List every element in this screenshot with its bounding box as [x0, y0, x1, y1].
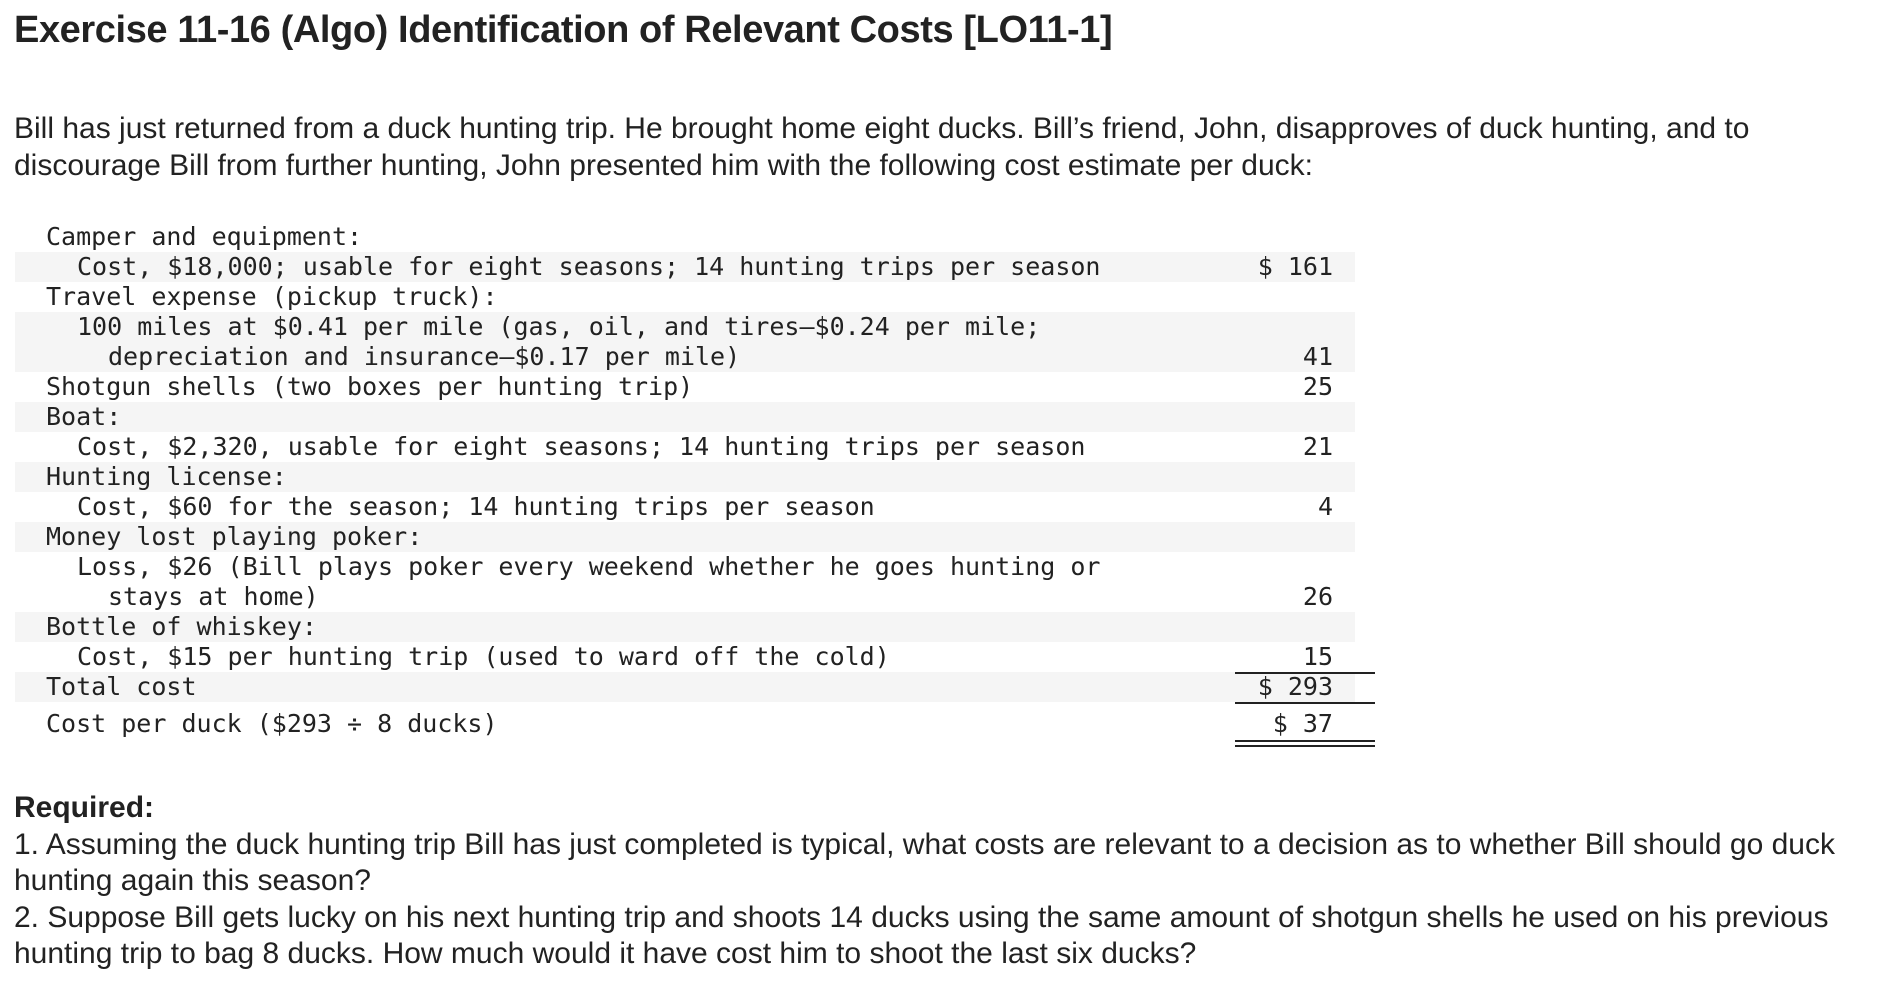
table-row-boat-detail: [15, 432, 1355, 462]
poker-amount: 26: [1302, 582, 1333, 611]
travel-detail-line-2: depreciation and insurance–$0.17 per mile): [108, 342, 741, 371]
table-row-travel-detail: [15, 312, 1355, 372]
shells-label: Shotgun shells (two boxes per hunting trip): [46, 372, 694, 401]
table-row-per-duck: [15, 702, 1355, 742]
table-row-boat-header: [15, 402, 1355, 432]
whiskey-detail-label: Cost, $15 per hunting trip (used to ward off the cold): [77, 642, 890, 671]
table-row-poker-header: [15, 522, 1355, 552]
camper-detail-label: Cost, $18,000; usable for eight seasons; 14 hunting trips per season: [77, 252, 1101, 281]
poker-detail-line-2: stays at home): [108, 582, 319, 611]
table-row-camper-header: [15, 222, 1355, 252]
travel-header-label: Travel expense (pickup truck):: [46, 282, 498, 311]
license-header-label: Hunting license:: [46, 462, 287, 491]
poker-detail-line-1: Loss, $26 (Bill plays poker every weekend whether he goes hunting or: [77, 552, 1101, 581]
poker-header-label: Money lost playing poker:: [46, 522, 423, 551]
per-duck-top-rule: [1235, 702, 1375, 704]
cost-estimate-table: [15, 222, 1355, 742]
license-amount: 4: [1317, 492, 1333, 521]
table-row-whiskey-header: [15, 612, 1355, 642]
boat-amount: 21: [1302, 432, 1333, 461]
travel-detail-line-1: 100 miles at $0.41 per mile (gas, oil, and tires–$0.24 per mile;: [77, 312, 1041, 341]
boat-detail-label: Cost, $2,320, usable for eight seasons; 14 hunting trips per season: [77, 432, 1086, 461]
boat-header-label: Boat:: [46, 402, 122, 431]
table-row-camper-detail: [15, 252, 1355, 282]
table-row-travel-header: [15, 282, 1355, 312]
question-1: 1. Assuming the duck hunting trip Bill has just completed is typical, what costs are relevant to a decision as to whether Bill should go duck hunting again this season?: [14, 827, 1835, 897]
per-duck-amount: $ 37: [1272, 709, 1333, 738]
page-title: Exercise 11-16 (Algo) Identification of Relevant Costs [LO11-1]: [14, 9, 1113, 51]
table-row-total: [15, 672, 1355, 702]
travel-amount: 41: [1302, 342, 1333, 371]
table-row-whiskey-detail: [15, 642, 1355, 672]
shells-amount: 25: [1302, 372, 1333, 401]
per-duck-double-rule-2: [1235, 745, 1375, 747]
total-label: Total cost: [46, 672, 197, 701]
per-duck-label: Cost per duck ($293 ÷ 8 ducks): [46, 709, 498, 738]
table-row-license-detail: [15, 492, 1355, 522]
camper-amount: $ 161: [1257, 252, 1333, 281]
table-row-shells: [15, 372, 1355, 402]
required-section: [14, 790, 1884, 973]
whiskey-header-label: Bottle of whiskey:: [46, 612, 317, 641]
table-row-poker-detail: [15, 552, 1355, 612]
per-duck-double-rule-1: [1235, 740, 1375, 742]
camper-header-label: Camper and equipment:: [46, 222, 363, 251]
total-amount: $ 293: [1257, 672, 1333, 701]
required-heading: Required:: [14, 791, 155, 824]
license-detail-label: Cost, $60 for the season; 14 hunting trips per season: [77, 492, 875, 521]
intro-paragraph: Bill has just returned from a duck hunting trip. He brought home eight ducks. Bill’s friend, John, disapproves of duck hunting, and to discourage Bill from further hunting, John presented him with the following cost estimate per duck:: [14, 112, 1750, 182]
table-row-license-header: [15, 462, 1355, 492]
question-2: 2. Suppose Bill gets lucky on his next hunting trip and shoots 14 ducks using the same amount of shotgun shells he used on his previous hunting trip to bag 8 ducks. How much would it have cost him to shoot the last six ducks?: [14, 900, 1829, 970]
whiskey-amount: 15: [1302, 642, 1333, 671]
